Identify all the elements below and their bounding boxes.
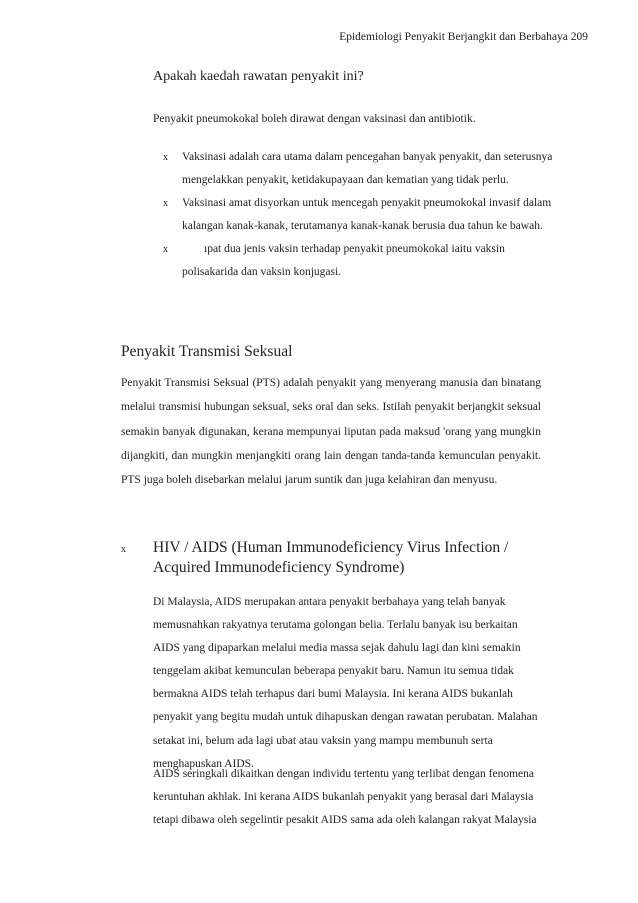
hiv-paragraph-2: AIDS seringkali dikaitkan dengan individu tertentu yang terlibat dengan fenomena keruntuhan akhlak. Ini kerana AIDS bukanlah penyakit yang berasal dari Malaysia tetapi dibawa oleh segelintir pesakit AIDS sama ada oleh kalangan rakyat Malaysia [153, 768, 537, 827]
treatment-intro: Penyakit pneumokokal boleh dirawat dengan vaksinasi dan antibiotik. [153, 113, 476, 125]
bullet-text: Vaksinasi amat disyorkan untuk mencegah penyakit pneumokokal invasif dalam kalangan kanak-kanak, terutamanya kanak-kanak berusia dua tahun ke bawah. [182, 197, 552, 232]
bullet-marker: x [163, 198, 168, 209]
bullet-item [163, 146, 563, 192]
treatment-bullet-list [163, 146, 563, 284]
bullet-text: ıpat dua jenis vaksin terhadap penyakit pneumokokal iaitu vaksin polisakarida dan vaksin konjugasi. [182, 243, 505, 278]
hiv-bullet-marker: x [121, 544, 126, 555]
bullet-marker: x [163, 244, 168, 255]
bullet-text: Vaksinasi adalah cara utama dalam pencegahan banyak penyakit, dan seterusnya mengelakkan penyakit, ketidakupayaan dan kematian yang tidak perlu. [182, 151, 553, 186]
pts-paragraph: Penyakit Transmisi Seksual (PTS) adalah penyakit yang menyerang manusia dan binatang melalui transmisi hubungan seksual, seks oral dan seks. Istilah penyakit berjangkit seksual semakin banyak digunakan, kerana mempunyai liputan pada maksud 'orang yang mungkin dijangkiti, dan mungkin menjangkiti orang lain dengan tanda-tanda kemunculan penyakit. PTS juga boleh disebarkan melalui jarum suntik dan juga kelahiran dan menyusu. [121, 377, 541, 487]
running-header: Epidemiologi Penyakit Berjangkit dan Berbahaya 209 [339, 31, 588, 43]
bullet-item [163, 192, 563, 238]
bullet-marker: x [163, 152, 168, 163]
section-heading-hiv-aids: HIV / AIDS (Human Immunodeficiency Virus Infection / Acquired Immunodeficiency Syndrome) [153, 539, 509, 576]
bullet-item [163, 238, 563, 284]
treatment-question-heading: Apakah kaedah rawatan penyakit ini? [153, 69, 364, 84]
section-heading-pts: Penyakit Transmisi Seksual [121, 343, 293, 360]
hiv-paragraph-1: Di Malaysia, AIDS merupakan antara penyakit berbahaya yang telah banyak memusnahkan rakyatnya terutama golongan belia. Terlalu banyak isu berkaitan AIDS yang dipaparkan melalui media massa sejak dahulu lagi dan kini semakin tenggelam akibat kemunculan beberapa penyakit baru. Namun itu semua tidak bermakna AIDS telah terhapus dari bumi Malaysia. Ini kerana AIDS bukanlah penyakit yang begitu mudah untuk dihapuskan dengan rawatan perubatan. Malahan setakat ini, belum ada lagi ubat atau vaksin yang mampu membunuh serta menghapuskan AIDS. [153, 596, 538, 770]
